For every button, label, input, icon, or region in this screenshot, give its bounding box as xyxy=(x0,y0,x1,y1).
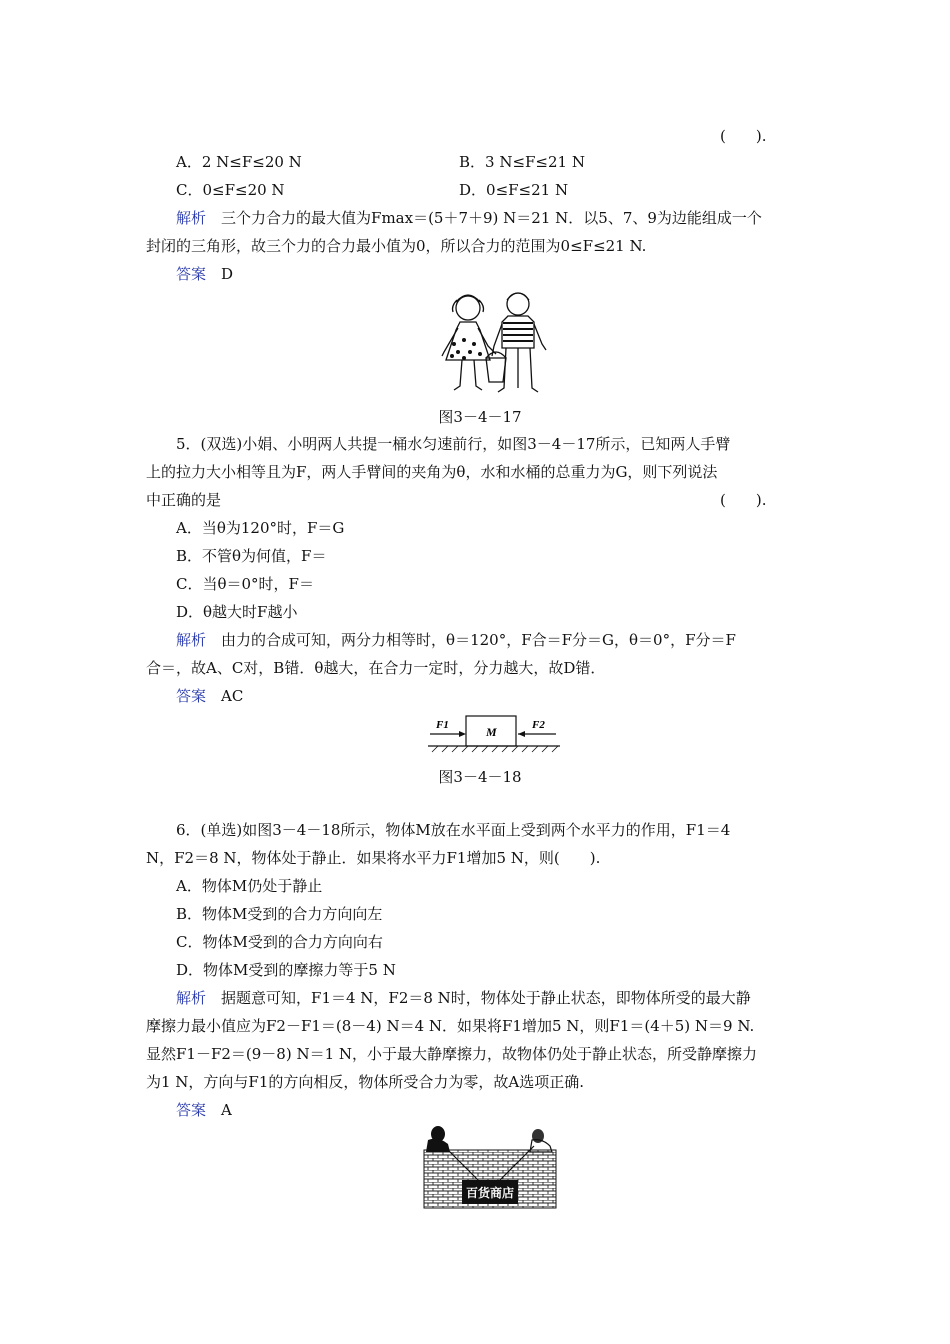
q6-analysis-line-2: 摩擦力最小值应为F2－F1＝(8－4) N＝4 N．如果将F1增加5 N，则F1＝(4＋5) N＝9 N. xyxy=(146,1017,755,1035)
q4-option-d: D．0≤F≤21 N xyxy=(459,181,569,199)
q4-option-b: B．3 N≤F≤21 N xyxy=(459,153,585,171)
q4-analysis-line-1 xyxy=(176,208,762,228)
q5-analysis-line-1 xyxy=(176,630,736,650)
q5-option-d: D．θ越大时F越小 xyxy=(176,603,298,621)
block-m-label: M xyxy=(486,725,497,739)
q6-analysis-line-1 xyxy=(176,988,751,1008)
q4-option-c: C．0≤F≤20 N xyxy=(176,181,285,199)
q5-answer-bracket: ( ). xyxy=(720,491,767,509)
figure-18-caption: 图3－4－18 xyxy=(438,768,522,786)
q6-option-a: A．物体M仍处于静止 xyxy=(176,877,323,895)
q5-stem-line-1: 5．(双选)小娟、小明两人共提一桶水匀速前行，如图3－4－17所示，已知两人手臂 xyxy=(176,435,731,453)
answer-label: 答案 xyxy=(176,687,207,705)
block-forces-figure xyxy=(428,712,560,752)
q4-option-a: A．2 N≤F≤20 N xyxy=(176,153,302,171)
analysis-text: 据题意可知，F1＝4 N，F2＝8 N时，物体处于静止状态，即物体所受的最大静 xyxy=(221,989,751,1007)
q6-stem-line-2: N，F2＝8 N，物体处于静止．如果将水平力F1增加5 N，则( ). xyxy=(146,849,601,867)
q5-stem-line-2: 上的拉力大小相等且为F，两人手臂间的夹角为θ，水和水桶的总重力为G，则下列说法 xyxy=(146,463,718,481)
q5-stem-line-3: 中正确的是 xyxy=(146,491,222,509)
q6-analysis-line-3: 显然F1－F2＝(9－8) N＝1 N，小于最大静摩擦力，故物体仍处于静止状态，所受静摩擦力 xyxy=(146,1045,758,1063)
q4-analysis-line-2: 封闭的三角形，故三个力的合力最小值为0，所以合力的范围为0≤F≤21 N. xyxy=(146,237,647,255)
answer-value: AC xyxy=(221,687,244,705)
force-f1-label: F1 xyxy=(436,719,449,731)
q6-analysis-line-4: 为1 N，方向与F1的方向相反，物体所受合力为零，故A选项正确. xyxy=(146,1073,584,1091)
q6-answer xyxy=(176,1100,232,1120)
q5-option-a: A．当θ为120°时，F＝G xyxy=(176,519,345,537)
shop-sign-text: 百货商店 xyxy=(465,1186,515,1200)
q6-option-d: D．物体M受到的摩擦力等于5 N xyxy=(176,961,396,979)
force-f2-label: F2 xyxy=(532,719,545,731)
q5-answer xyxy=(176,686,243,706)
analysis-text: 由力的合成可知，两分力相等时，θ＝120°，F合＝F分＝G，θ＝0°，F分＝F xyxy=(221,631,736,649)
children-carrying-bucket-figure xyxy=(430,288,560,400)
answer-value: A xyxy=(221,1101,232,1119)
q6-option-c: C．物体M受到的合力方向向右 xyxy=(176,933,383,951)
figure-17-caption: 图3－4－17 xyxy=(438,408,522,426)
q4-answer-bracket: ( ). xyxy=(720,127,767,145)
q5-analysis-line-2: 合＝，故A、C对，B错．θ越大，在合力一定时，分力越大，故D错． xyxy=(146,659,606,677)
answer-value: D xyxy=(221,265,234,283)
answer-label: 答案 xyxy=(176,265,207,283)
analysis-label: 解析 xyxy=(176,989,207,1007)
q5-option-c: C．当θ＝0°时，F＝ xyxy=(176,575,314,593)
analysis-label: 解析 xyxy=(176,209,207,227)
q6-stem-line-1: 6．(单选)如图3－4－18所示，物体M放在水平面上受到两个水平力的作用，F1＝4 xyxy=(176,821,731,839)
analysis-text: 三个力合力的最大值为Fmax＝(5＋7＋9) N＝21 N．以5、7、9为边能组成一个 xyxy=(221,209,762,227)
shop-sign-figure xyxy=(420,1122,560,1210)
q4-answer xyxy=(176,264,233,284)
analysis-label: 解析 xyxy=(176,631,207,649)
answer-label: 答案 xyxy=(176,1101,207,1119)
q5-option-b: B．不管θ为何值，F＝ xyxy=(176,547,327,565)
q6-option-b: B．物体M受到的合力方向向左 xyxy=(176,905,383,923)
